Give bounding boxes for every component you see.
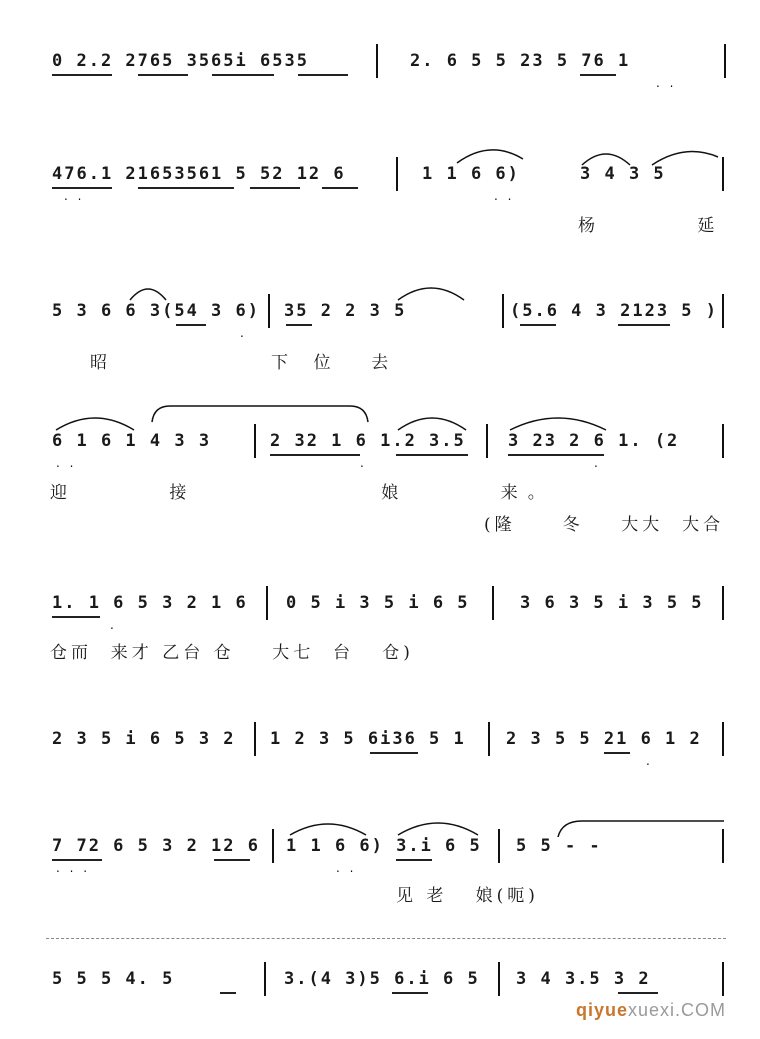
underline <box>250 187 300 189</box>
slur <box>508 412 608 432</box>
underline <box>212 74 274 76</box>
measure-group: 1 1 6 6) <box>422 164 520 184</box>
underline <box>220 992 236 994</box>
measure-group: 1 2 3 5 6i36 5 1 <box>270 729 466 749</box>
underline <box>286 324 312 326</box>
barline <box>498 962 500 996</box>
underline <box>392 992 428 994</box>
barline <box>488 722 490 756</box>
measure-group: 5 3 6 6 3(54 3 6) <box>52 301 260 321</box>
slur <box>128 278 168 302</box>
low-octave-dots: . . <box>656 76 677 90</box>
measure-group: 5 5 - - <box>516 836 602 856</box>
measure-group: 0 2.2 2765 3565i 6535 <box>52 51 309 71</box>
low-octave-dots: . . <box>64 189 85 203</box>
watermark <box>576 1000 726 1021</box>
barline <box>272 829 274 863</box>
measure-group: 5 5 5 4. 5 <box>52 969 175 989</box>
low-octave-dots: . <box>646 754 653 768</box>
barline <box>254 722 256 756</box>
slur <box>556 819 726 839</box>
low-octave-dots: . . . <box>56 861 91 875</box>
lyric-line: 杨 延 <box>578 216 725 236</box>
barline <box>254 424 256 458</box>
measure-group: 3 4 3.5 3 2 <box>516 969 651 989</box>
lyric-line: 见 老 娘(呃) <box>396 886 539 906</box>
slur <box>396 412 468 432</box>
underline <box>138 74 188 76</box>
measure-group: 3.(4 3)5 6.i 6 5 <box>284 969 480 989</box>
underline <box>396 859 432 861</box>
low-octave-dots: . . <box>56 456 77 470</box>
measure-group: (5.6 4 3 2123 5 ) <box>510 301 718 321</box>
underline <box>214 859 250 861</box>
low-octave-dots: . . <box>494 189 515 203</box>
underline <box>270 454 360 456</box>
barline <box>264 962 266 996</box>
underline <box>508 454 604 456</box>
low-octave-dots: . <box>240 326 247 340</box>
underline <box>52 616 100 618</box>
measure-group: 2 3 5 5 21 6 1 2 <box>506 729 702 749</box>
slur <box>396 280 466 302</box>
barline <box>722 962 724 996</box>
lyric-line: 昭 下 位 去 <box>90 353 399 373</box>
underline <box>580 74 616 76</box>
barline <box>498 829 500 863</box>
barline <box>722 294 724 328</box>
measure-group: 35 2 2 3 5 <box>284 301 407 321</box>
barline <box>268 294 270 328</box>
percussion-line: (隆 冬 大大 大合 <box>484 515 725 535</box>
underline <box>370 752 418 754</box>
measure-group: 3 6 3 5 i 3 5 5 <box>520 593 704 613</box>
underline <box>176 324 206 326</box>
underline <box>618 324 670 326</box>
measure-group: 1. 1 6 5 3 2 1 6 <box>52 593 248 613</box>
low-octave-dots: . <box>594 456 601 470</box>
measure-group: 3 23 2 6 1. (2 <box>508 431 680 451</box>
barline <box>722 424 724 458</box>
watermark-prefix: qiyue <box>575 1000 628 1020</box>
measure-group: 2 3 5 i 6 5 3 2 <box>52 729 236 749</box>
slur <box>150 404 370 424</box>
underline <box>396 454 468 456</box>
low-octave-dots: . . <box>336 861 357 875</box>
barline <box>722 157 724 191</box>
lyric-line: 迎 接 娘 来。 <box>50 483 555 503</box>
underline <box>298 74 348 76</box>
measure-group: 1 1 6 6) 3.i 6 5 <box>286 836 482 856</box>
underline <box>604 752 630 754</box>
measure-group: 3 4 3 5 <box>580 164 666 184</box>
barline <box>722 586 724 620</box>
percussion-line: 仓而 来才 乙台 仓 大七 台 仓) <box>50 643 414 663</box>
underline <box>618 992 658 994</box>
slur <box>455 145 525 165</box>
slur <box>580 147 632 167</box>
slur <box>288 817 368 837</box>
measure-group: 7 72 6 5 3 2 12 6 <box>52 836 260 856</box>
underline <box>138 187 234 189</box>
measure-group: 2. 6 5 5 23 5 76 1 <box>410 51 631 71</box>
watermark-suffix: xuexi.COM <box>627 1000 726 1020</box>
barline <box>502 294 504 328</box>
slur <box>650 147 720 167</box>
measure-group: 476.1 21653561 5 52 12 6 <box>52 164 346 184</box>
barline <box>724 44 726 78</box>
underline <box>520 324 556 326</box>
low-octave-dots: . <box>360 456 367 470</box>
measure-group: 6 1 6 1 4 3 3 <box>52 431 212 451</box>
measure-group: 0 5 i 3 5 i 6 5 <box>286 593 470 613</box>
barline <box>376 44 378 78</box>
barline <box>266 586 268 620</box>
slur <box>54 412 136 432</box>
slur <box>396 817 480 837</box>
divider <box>46 938 726 940</box>
barline <box>492 586 494 620</box>
barline <box>396 157 398 191</box>
underline <box>52 74 112 76</box>
underline <box>322 187 358 189</box>
low-octave-dots: . <box>110 618 117 632</box>
measure-group: 2 32 1 6 1.2 3.5 <box>270 431 466 451</box>
barline <box>486 424 488 458</box>
barline <box>722 722 724 756</box>
